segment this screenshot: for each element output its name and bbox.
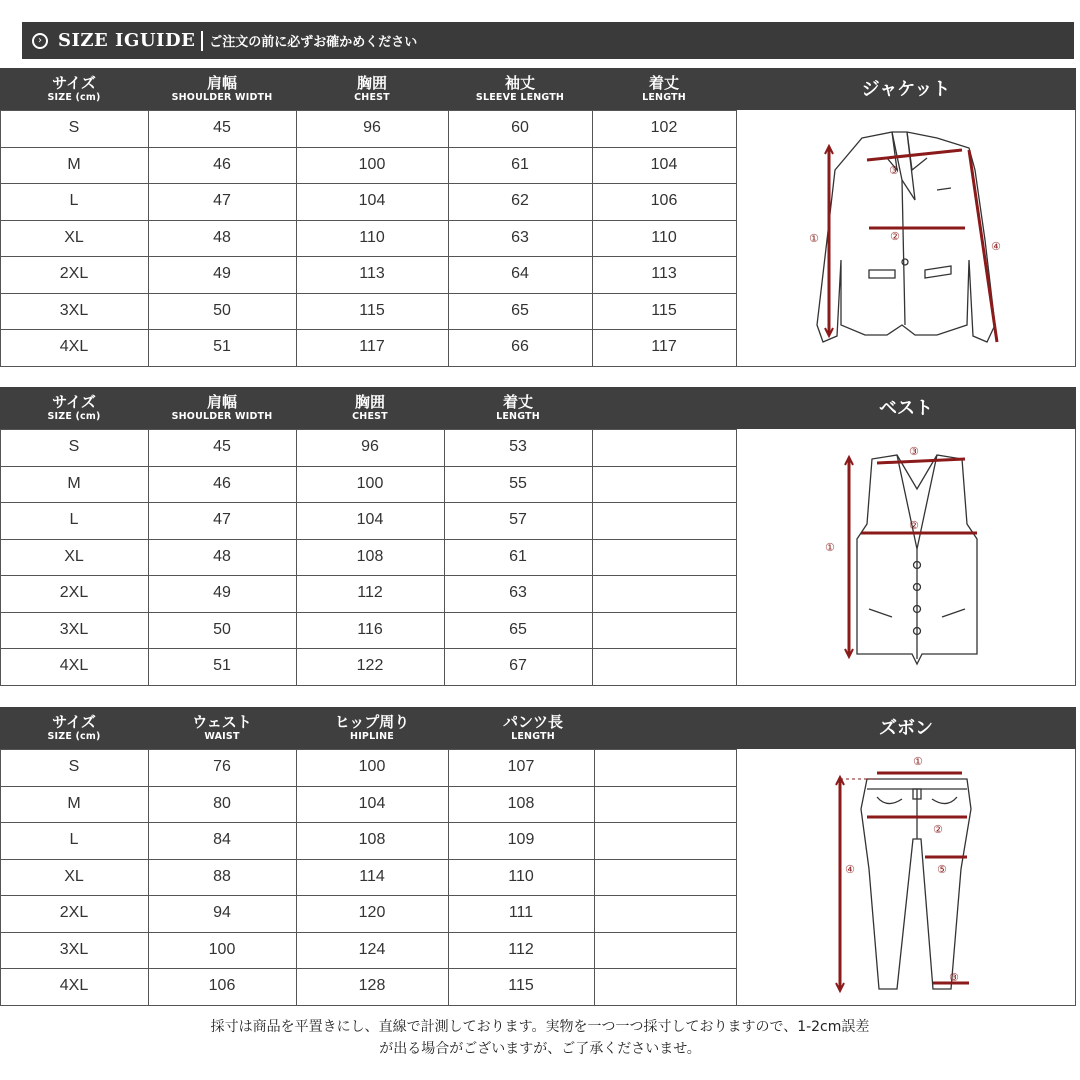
pants-marker-5: ⑤ [937,863,947,876]
table-row [0,539,736,576]
measurement-cell: 47 [213,511,231,529]
measurement-cell: 110 [508,867,534,885]
measurement-cell: 96 [363,119,381,137]
table-row [0,147,736,184]
measurement-cell: 128 [358,977,386,995]
pants-marker-4: ④ [845,863,855,876]
row-divider [0,685,736,686]
measurement-cell: 65 [511,301,529,319]
table-row [0,895,736,932]
garment-label-pants: ズボン [879,717,933,739]
size-guide-banner [22,22,1074,59]
measurement-cell: 88 [213,867,231,885]
measurement-cell: 55 [509,474,527,492]
measurement-cell: 47 [213,192,231,210]
pants-marker-2: ② [933,823,943,836]
measurement-cell: 112 [357,584,383,602]
table-row [0,648,736,685]
col-chest: 胸囲 CHEST [354,73,390,103]
measurement-cell: 100 [358,155,386,173]
vest-table-header [0,387,1076,429]
col-size: サイズ SIZE (cm) [47,712,101,742]
measurement-cell: 50 [213,301,231,319]
measurement-cell: 46 [213,155,231,173]
measurement-cell: 63 [511,228,529,246]
table-row [0,183,736,220]
measurement-cell: 76 [213,758,231,776]
pants-marker-3: ③ [949,971,959,984]
table-row [0,968,736,1005]
measurement-cell: 115 [508,977,534,995]
measurement-cell: 117 [359,338,385,356]
garment-label-vest: ベスト [879,397,933,419]
col-size: サイズ SIZE (cm) [47,392,101,422]
size-cell: 3XL [59,301,89,319]
measurement-cell: 108 [356,547,384,565]
measurement-cell: 67 [509,657,527,675]
measurement-cell: 106 [208,977,236,995]
size-cell: L [69,831,79,849]
col-waist: ウェスト WAIST [192,712,252,742]
size-cell: M [67,474,81,492]
table-row [0,256,736,293]
measurement-cell: 106 [650,192,678,210]
pants-marker-1: ① [913,755,923,768]
size-cell: S [68,758,80,776]
measurement-cell: 61 [511,155,529,173]
pants-table-header [0,707,1076,749]
measurement-cell: 108 [507,794,535,812]
table-row [0,786,736,823]
measurement-cell: 63 [509,584,527,602]
measurement-cell: 114 [359,867,385,885]
table-row [0,329,736,366]
jacket-marker-3: ③ [889,164,899,177]
measurement-cell: 104 [650,155,678,173]
row-divider [0,1005,736,1006]
measurement-cell: 122 [356,657,384,675]
table-row [0,110,736,147]
col-length: 着丈 LENGTH [642,73,686,103]
measurement-cell: 66 [511,338,529,356]
measurement-cell: 48 [213,547,231,565]
measurement-cell: 96 [361,438,379,456]
vest-marker-3: ③ [909,445,919,458]
measurement-cell: 53 [509,438,527,456]
measurement-cell: 111 [508,904,534,922]
size-cell: 2XL [59,904,89,922]
measurement-cell: 65 [509,620,527,638]
jacket-marker-2: ② [890,230,900,243]
table-row [0,749,736,786]
row-divider [0,366,736,367]
measurement-cell: 61 [509,547,527,565]
col-length: 着丈 LENGTH [496,392,540,422]
size-cell: XL [64,547,84,565]
measurement-cell: 110 [359,228,385,246]
table-row [0,822,736,859]
col-hipline: ヒップ周り HIPLINE [334,712,410,742]
size-cell: XL [64,228,84,246]
measurement-cell: 104 [356,511,384,529]
size-cell: M [67,794,81,812]
measurement-cell: 51 [213,657,231,675]
col-shoulder: 肩幅 SHOULDER WIDTH [171,73,273,103]
table-row [0,466,736,503]
table-row [0,293,736,330]
table-row [0,220,736,257]
size-cell: 4XL [59,657,89,675]
size-cell: 2XL [59,584,89,602]
measurement-cell: 104 [358,794,386,812]
measurement-cell: 46 [213,474,231,492]
size-cell: L [69,511,79,529]
pants-diagram [737,749,1076,1009]
col-pant-length: パンツ長 LENGTH [502,712,563,742]
vest-diagram [737,429,1076,689]
measurement-cell: 80 [213,794,231,812]
size-cell: S [68,438,80,456]
measurement-cell: 51 [213,338,231,356]
col-shoulder: 肩幅 SHOULDER WIDTH [171,392,273,422]
measurement-cell: 62 [511,192,529,210]
measurement-footnote [0,1016,1080,1060]
measurement-cell: 84 [213,831,231,849]
col-size: サイズ SIZE (cm) [47,73,101,103]
table-row [0,859,736,896]
measurement-cell: 45 [213,438,231,456]
table-row [0,429,736,466]
jacket-table-header [0,68,1076,110]
size-cell: L [69,192,79,210]
chevron-right-icon: › [32,33,48,49]
jacket-diagram [737,110,1076,370]
jacket-marker-1: ① [809,232,819,245]
size-cell: 3XL [59,620,89,638]
footnote-line-1: 採寸は商品を平置きにし、直線で計測しております。実物を一つ一つ採寸しておりますので、1-2cm誤差 [210,1019,870,1035]
measurement-cell: 49 [213,584,231,602]
size-cell: XL [64,867,84,885]
measurement-cell: 124 [358,940,386,958]
measurement-cell: 94 [213,904,231,922]
jacket-marker-4: ④ [991,240,1001,253]
size-cell: 2XL [59,265,89,283]
measurement-cell: 60 [511,119,529,137]
vest-marker-2: ② [909,519,919,532]
measurement-cell: 45 [213,119,231,137]
measurement-cell: 57 [509,511,527,529]
vest-size-table [0,387,1080,689]
jacket-size-table [0,68,1080,370]
pants-size-table [0,707,1080,1009]
measurement-cell: 107 [507,758,535,776]
size-cell: 4XL [59,977,89,995]
measurement-cell: 109 [507,831,535,849]
banner-divider [201,31,203,51]
measurement-cell: 120 [358,904,386,922]
size-cell: M [67,155,81,173]
measurement-cell: 113 [359,265,385,283]
measurement-cell: 110 [651,228,677,246]
table-row [0,575,736,612]
banner-subtitle: ご注文の前に必ずお確かめください [209,35,418,50]
garment-label-jacket: ジャケット [861,78,951,100]
col-sleeve: 袖丈 SLEEVE LENGTH [475,73,565,103]
measurement-cell: 117 [651,338,677,356]
measurement-cell: 100 [358,758,386,776]
measurement-cell: 64 [511,265,529,283]
measurement-cell: 115 [359,301,385,319]
measurement-cell: 102 [650,119,678,137]
measurement-cell: 48 [213,228,231,246]
measurement-cell: 112 [508,940,534,958]
measurement-cell: 115 [651,301,677,319]
size-cell: S [68,119,80,137]
measurement-cell: 108 [358,831,386,849]
measurement-cell: 113 [651,265,677,283]
banner-title: SIZE IGUIDE [58,30,196,51]
measurement-cell: 116 [357,620,383,638]
table-row [0,932,736,969]
footnote-line-2: が出る場合がございますが、ご了承くださいませ。 [379,1041,701,1057]
measurement-cell: 50 [213,620,231,638]
measurement-cell: 100 [208,940,236,958]
size-cell: 4XL [59,338,89,356]
measurement-cell: 49 [213,265,231,283]
vest-marker-1: ① [825,541,835,554]
col-chest: 胸囲 CHEST [352,392,388,422]
measurement-cell: 100 [356,474,384,492]
table-row [0,502,736,539]
size-cell: 3XL [59,940,89,958]
table-row [0,612,736,649]
measurement-cell: 104 [358,192,386,210]
